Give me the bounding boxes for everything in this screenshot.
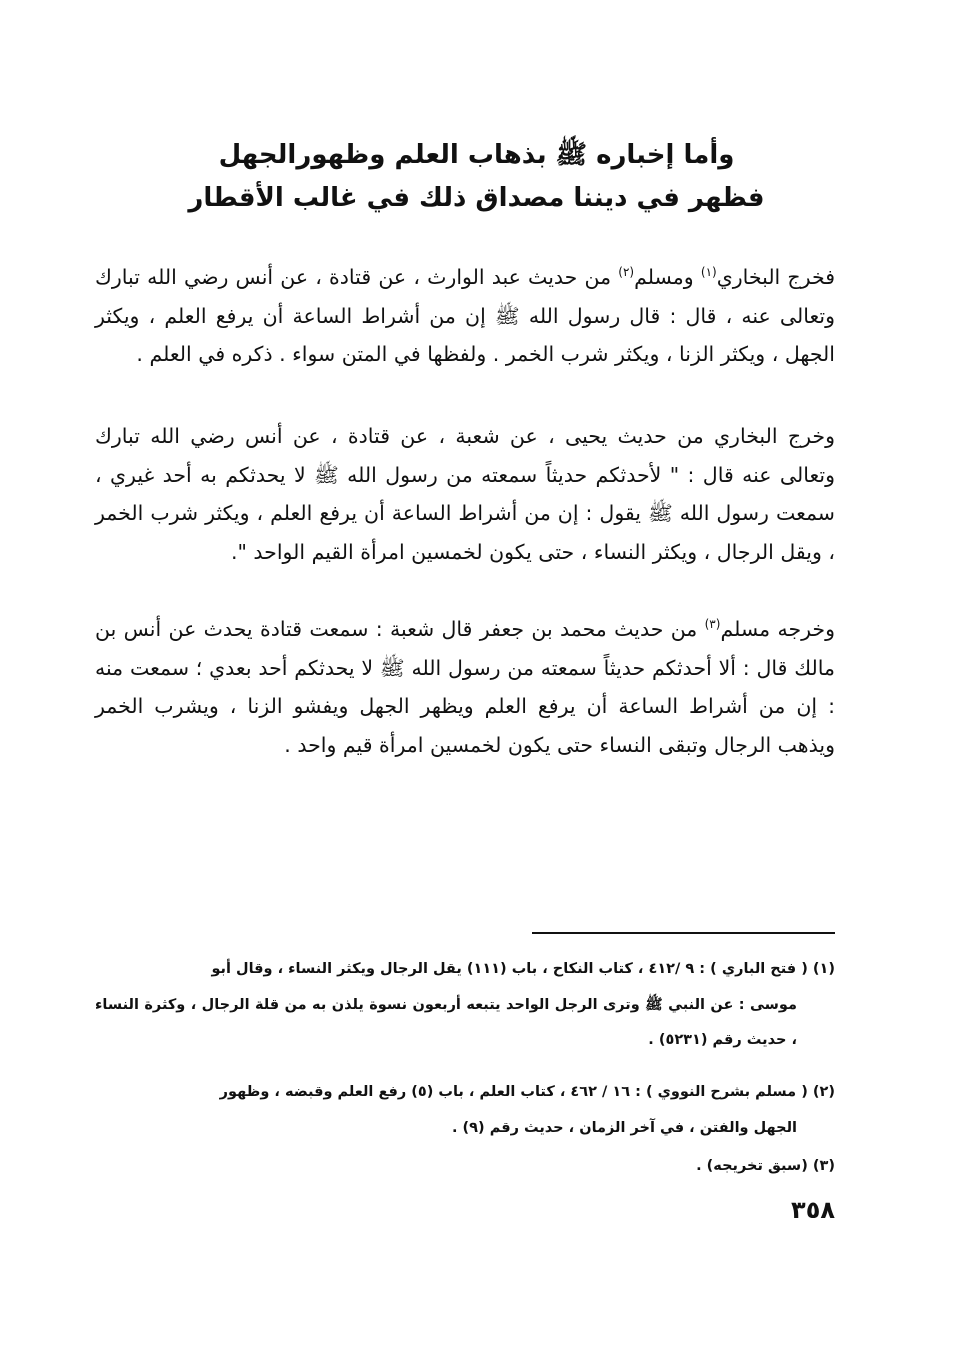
paragraph-1-start: فخرج البخاري (716, 265, 836, 289)
paragraph-3-end: من حديث محمد بن جعفر قال شعبة : سمعت قتادة يحدث عن أنس بن مالك قال : ألا أحدثكم حديثاً سمعته من رسول الله ﷺ لا يحدثكم أحد بعدي ؛ سمعت منه : إن من أشراط الساعة أن يرفع العلم ويظهر الجهل ويفشو الزنا ، ويشرب الخمر ويذهب الرجال وتبقى النساء حتى يكون لخمسين امرأة قيم واحد . (95, 617, 835, 757)
footnote-1-first-line: (١) ( فتح الباري ) : ٩ /٤١٢ ، كتاب النكاح ، باب (١١١) يقل الرجال ويكثر النساء ، وقال أبو (211, 961, 835, 977)
footnote-2 (95, 1075, 835, 1146)
paragraph-2: وخرج البخاري من حديث يحيى ، عن شعبة ، عن قتادة ، عن أنس رضي الله تبارك وتعالى عنه قال : " لأحدثكم حديثاً سمعته من رسول الله ﷺ لا يحدثكم به أحد غيري ، سمعت رسول الله ﷺ يقول : إن من أشراط الساعة أن يرفع العلم ، ويكثر شرب الخمر ، ويقل الرجال ، ويكثر النساء ، حتى يكون لخمسين امرأة القيم الواحد ". (95, 424, 835, 564)
chapter-title-line-2: فظهر في ديننا مصداق ذلك في غالب الأقطار (188, 183, 765, 213)
footnote-2-continuation: الجهل والفتن ، في آخر الزمان ، حديث رقم (٩) . (451, 1119, 797, 1136)
chapter-title-line-1: وأما إخباره ﷺ بذهاب العلم وظهورالجهل (218, 140, 735, 170)
paragraph-1 (95, 258, 835, 374)
footnote-3: (٣) (سبق تخريجه) . (696, 1158, 835, 1174)
footnote-1-continuation: موسى : عن النبي ﷺ وترى الرجل الواحد يتبعه أربعون نسوة يلذن به من قلة الرجال ، وكثرة النساء ، حديث رقم (٥٢٣١) . (95, 996, 797, 1048)
page-number: ٣٥٨ (791, 1196, 835, 1224)
footnote-2-first-line: (٢) ( مسلم بشرح النووي ) : ١٦ / ٤٦٢ ، كتاب العلم ، باب (٥) رفع العلم وقبضه ، وظهور (219, 1084, 835, 1100)
paragraph-1-middle: ومسلم (634, 265, 701, 289)
paragraph-1-end: من حديث عبد الوارث ، عن قتادة ، عن أنس رضي الله تبارك وتعالى عنه ، قال : قال رسول الله ﷺ إن من أشراط الساعة أن يرفع العلم ، ويكثر الجهل ، ويكثر الزنا ، ويكثر شرب الخمر . ولفظها في المتن سواء . ذكره في العلم . (95, 265, 835, 367)
footnote-1 (95, 952, 835, 1059)
paragraph-3 (95, 610, 835, 764)
footnote-ref-3: (٣) (704, 617, 721, 632)
footnote-ref-2: (٢) (618, 265, 635, 280)
paragraph-3-start: وخرجه مسلم (720, 617, 835, 641)
footnote-divider (532, 932, 835, 934)
footnote-ref-1: (١) (700, 265, 717, 280)
